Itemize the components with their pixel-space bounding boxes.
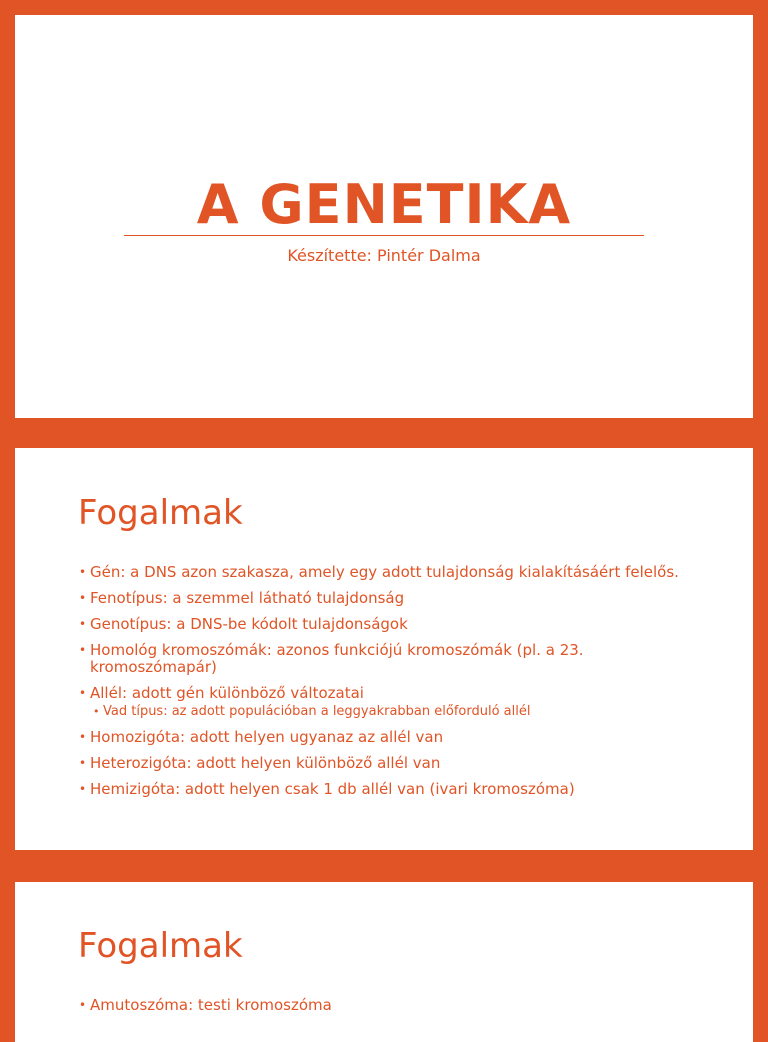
bullet-text: Allél: adott gén különböző változatai (90, 684, 364, 702)
concepts-slide-1 (15, 448, 753, 850)
title-divider (124, 235, 644, 236)
concepts-slide-2 (15, 882, 753, 1042)
bullet-item: • Heterozigóta: adott helyen különböző allél van (79, 755, 679, 772)
slide-title: Fogalmak (78, 493, 243, 533)
bullet-list (79, 997, 679, 1023)
bullet-item-with-sublist (79, 685, 679, 720)
bullet-item: • Gén: a DNS azon szakasza, amely egy adott tulajdonság kialakításáért felelős. (79, 564, 679, 581)
bullet-item: • Amutoszóma: testi kromoszóma (79, 997, 679, 1014)
presentation-subtitle: Készítette: Pintér Dalma (287, 246, 481, 265)
slide-title: Fogalmak (78, 926, 243, 966)
bullet-item: • Genotípus: a DNS-be kódolt tulajdonságok (79, 616, 679, 633)
sub-bullet-item: • Vad típus: az adott populációban a leggyakrabban előforduló allél (90, 704, 679, 720)
bullet-item: • Homozigóta: adott helyen ugyanaz az allél van (79, 729, 679, 746)
bullet-item: • Homológ kromoszómák: azonos funkciójú kromoszómák (pl. a 23. kromoszómapár) (79, 642, 679, 676)
bullet-item: • Fenotípus: a szemmel látható tulajdonság (79, 590, 679, 607)
bullet-item: • Hemizigóta: adott helyen csak 1 db allél van (ivari kromoszóma) (79, 781, 679, 798)
bullet-list (79, 564, 679, 807)
presentation-title: A GENETIKA (196, 173, 572, 236)
sub-bullet-list (90, 704, 679, 720)
title-slide (15, 15, 753, 418)
